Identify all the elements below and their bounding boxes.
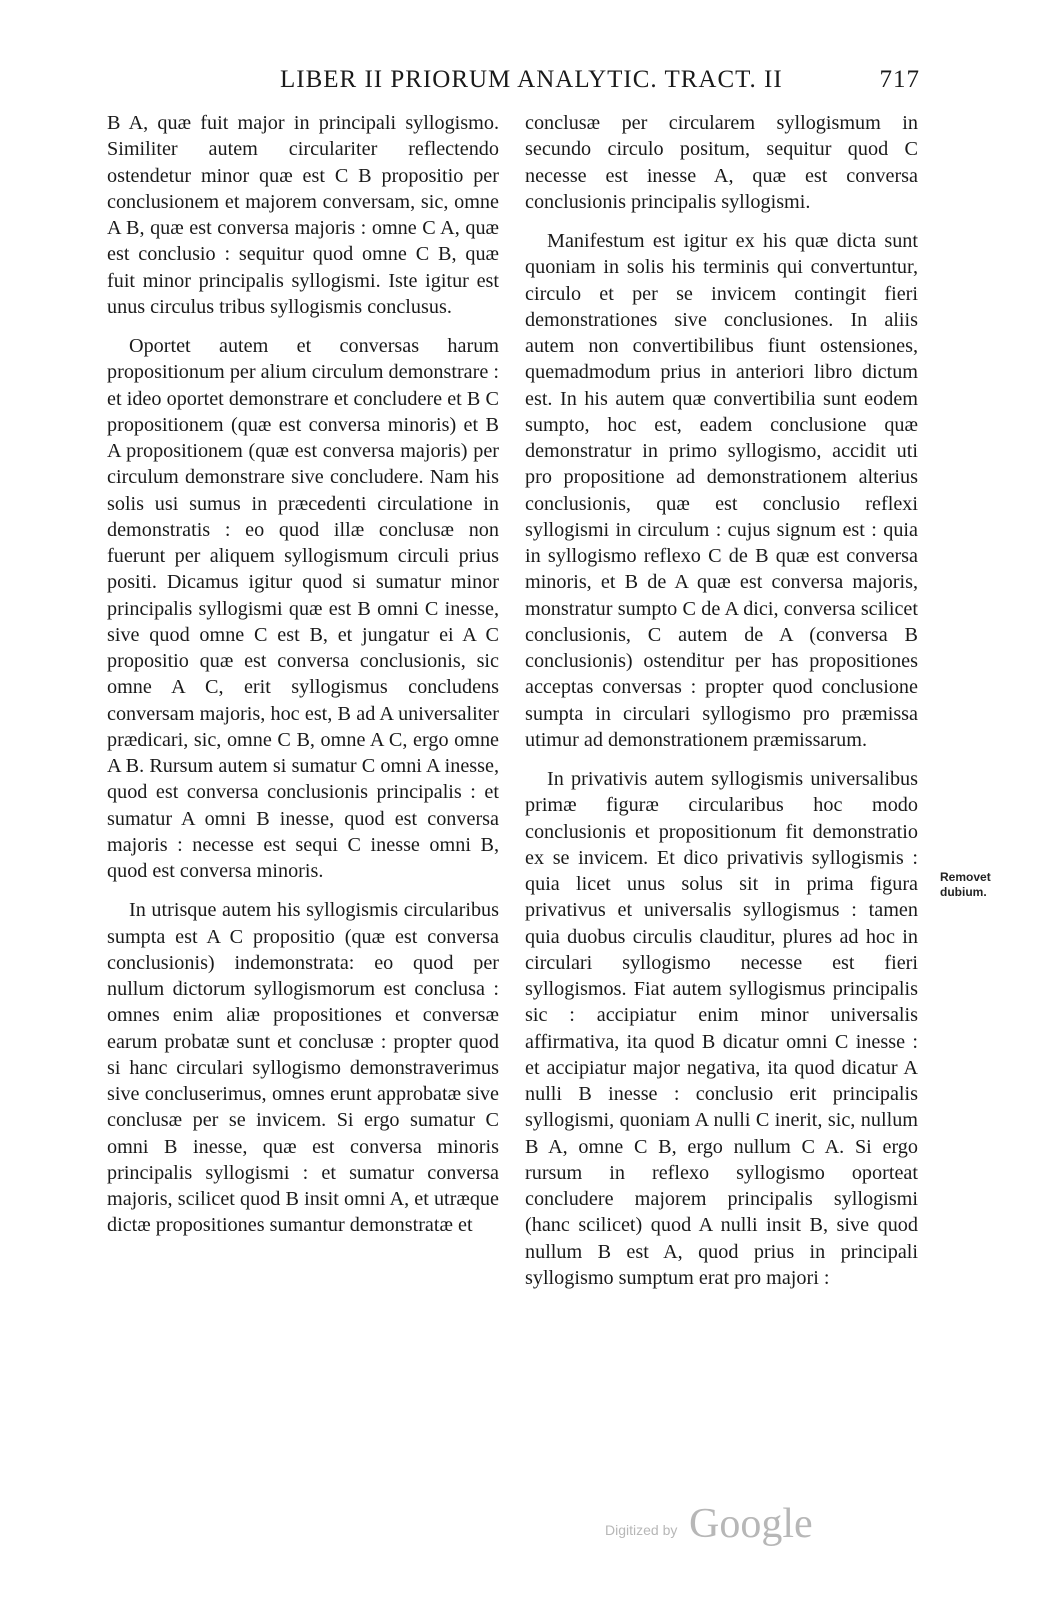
paragraph: In privativis autem syllogismis universalibus primæ figuræ circularibus hoc modo conclusionis et propositionum fit demonstratio ex se invicem. Et dico privativis syllogismis : quia licet unus solus sit in prima figura privativus et universalis syllogismus : tamen quia duobus circulis clauditur, plures ad hoc in circulari syllogismo necesse est fieri syllogismos. Fiat autem syllogismus principalis sic : accipiatur enim minor universalis affirmativa, ita quod B dicatur omni C inesse : et accipiatur major negativa, ita quod dicatur A nulli B inesse : conclusio erit principalis syllogismi, quoniam A nulli C inerit, sic, nullum B A, omne C B, ergo nullum C A. Si ergo rursum in reflexo syllogismo oporteat concludere majorem principalis syllogismi (hanc scilicet) quod A nulli insit B, sive quod nullum B est A, quod prius in principali syllogismo sumptum erat pro majori : [525, 768, 918, 1289]
brand-logo: Google [689, 1501, 813, 1547]
running-title: LIBER II PRIORUM ANALYTIC. TRACT. II [280, 66, 783, 93]
paragraph: B A, quæ fuit major in principali syllogismo. Similiter autem circulariter reflectendo ostendetur minor quæ est C B propositio per conclusionem et majorem conversam, sic, omne A B, quæ est conversa majoris : omne C A, quæ est conclusio : sequitur quod omne C B, quæ fuit minor principalis syllogismi. Iste igitur est unus circulus tribus syllogismis conclusus. [107, 112, 499, 318]
digitized-label: Digitized by [605, 1522, 678, 1538]
digitization-watermark [605, 1500, 865, 1550]
margin-note: Removet dubium. [940, 870, 991, 899]
paragraph: Manifestum est igitur ex his quæ dicta sunt quoniam in solis his terminis qui convertuntur, circulo et per se invicem contingit fieri demonstrationes sive conclusiones. In aliis autem non convertibilibus fiunt ostensiones, quemadmodum prius in anteriori libro dictum est. In his autem quæ convertibilia sunt eodem sumpto, hoc est, eadem conclusione quæ demonstratur in primo syllogismo, accidit uti pro propositione ad demonstrationem alterius conclusionis, quæ est conclusio reflexi syllogismi in circulum : cujus signum est : quia in syllogismo reflexo C de B quæ est conversa minoris, et B de A quæ est conversa majoris, monstratur sumpto C de A dici, conversa scilicet conclusionis, C autem de A (conversa B conclusionis) ostenditur per has propositiones acceptas conversas : propter quod conclusione sumpta in circulari syllogismo pro præmissa utimur ad demonstrationem præmissarum. [525, 230, 918, 751]
left-column [107, 110, 499, 1252]
paragraph: Oportet autem et conversas harum propositionum per alium circulum demonstrare : et ideo oportet demonstrare et concludere et B C propositionem (quæ est conversa minoris) et B A propositionem (quæ est conversa majoris) per circulum demonstrare sive concludere. Nam his solis usi sumus in præcedenti circulatione in demonstratis : eo quod illæ conclusæ non fuerunt per aliquem syllogismum circuli prius positi. Dicamus igitur quod si sumatur minor principalis syllogismi quæ est B omni C inesse, sive quod omne C est B, et jungatur ei A C propositio quæ est conversa conclusionis, sic omne A C, erit syllogismus concludens conversam majoris, hoc est, B ad A universaliter prædicari, sic, omne C B, omne A C, ergo omne A B. Rursum autem si sumatur C omni A inesse, quod est conversa conclusionis principalis : et sumatur A omni B inesse, quod est conversa majoris : necesse est sequi C inesse omni B, quod est conversa minoris. [107, 335, 499, 882]
paragraph: conclusæ per circularem syllogismum in secundo circulo positum, sequitur quod C necesse est inesse A, quæ est conversa conclusionis principalis syllogismi. [525, 112, 918, 213]
right-column [525, 110, 918, 1304]
running-header [280, 66, 920, 102]
paragraph: In utrisque autem his syllogismis circularibus sumpta est A C propositio (quæ est conversa conclusionis) indemonstrata: eo quod per nullum dictorum syllogismorum est conclusa : omnes enim aliæ propositiones et conversæ earum probatæ sunt et conclusæ : propter quod si hanc circulari syllogismo demonstraverimus sive concluserimus, omnes erunt approbatæ sive conclusæ per se invicem. Si ergo sumatur C omni B inesse, quæ est conversa minoris principalis syllogismi : et sumatur conversa majoris, scilicet quod B insit omni A, et utræque dictæ propositiones sumantur demonstratæ et [107, 899, 499, 1237]
page-number: 717 [879, 66, 920, 93]
